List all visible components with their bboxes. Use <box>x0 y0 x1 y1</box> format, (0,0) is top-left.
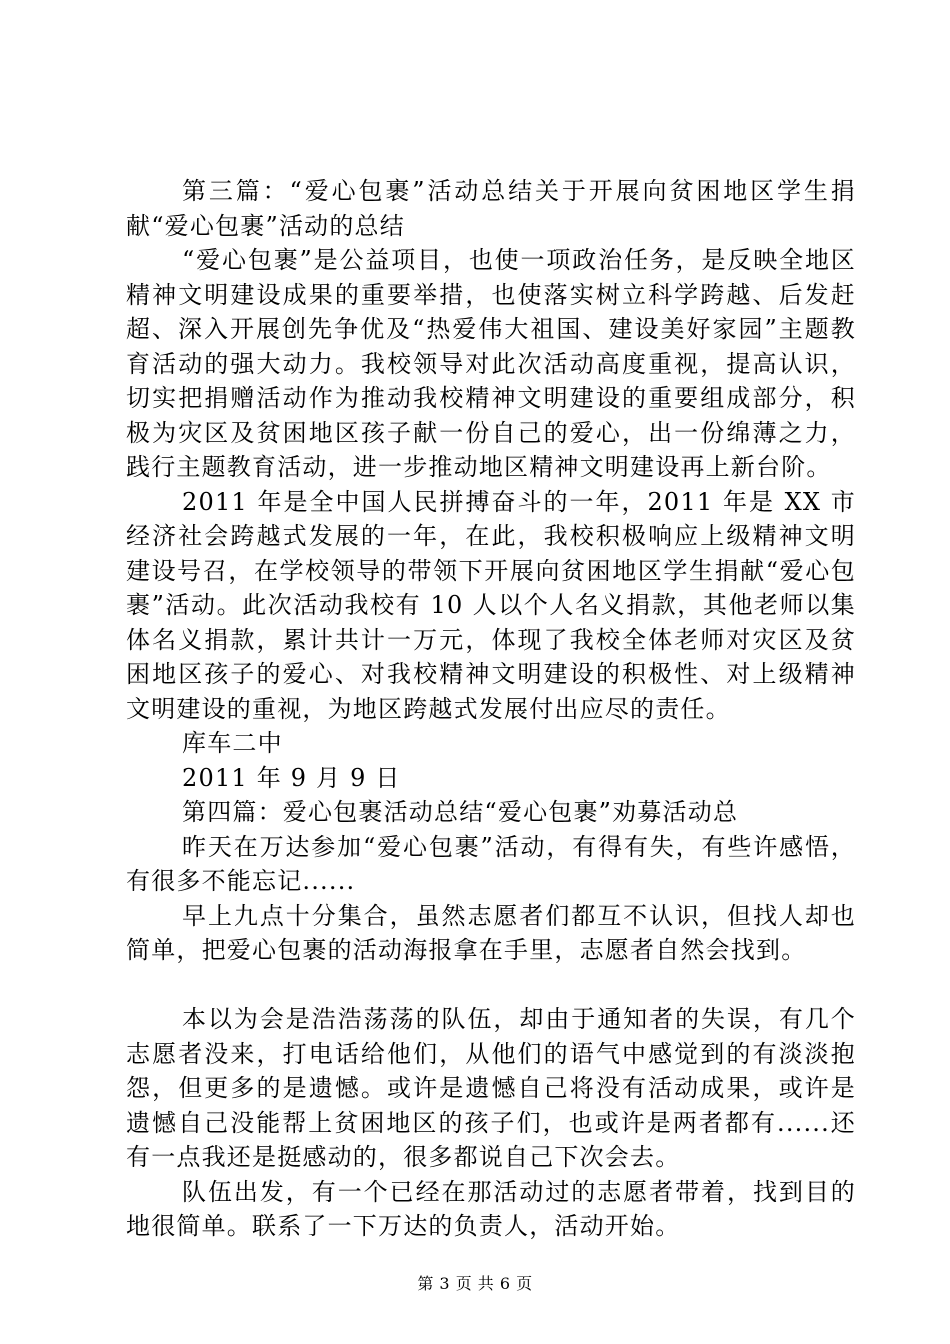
paragraph-spacer <box>126 968 856 1003</box>
signature-date: 2011 年 9 月 9 日 <box>182 763 401 792</box>
section-heading-3: 第三篇：“爱心包裹”活动总结关于开展向贫困地区学生捐献“爱心包裹”活动的总结 <box>126 177 856 240</box>
document-body <box>126 174 856 1244</box>
body-paragraph: 早上九点十分集合，虽然志愿者们都互不认识，但找人却也简单，把爱心包裹的活动海报拿在手里，志愿者自然会找到。 <box>126 901 856 964</box>
body-paragraph: 2011 年是全中国人民拼搏奋斗的一年，2011 年是 XX 市经济社会跨越式发展的一年，在此，我校积极响应上级精神文明建设号召，在学校领导的带领下开展向贫困地区学生捐献“爱心包裹”活动。此次活动我校有 10 人以个人名义捐款，其他老师以集体名义捐款，累计共计一万元，体现了我校全体老师对灾区及贫困地区孩子的爱心、对我校精神文明建设的积极性、对上级精神文明建设的重视，为地区跨越式发展付出应尽的责任。 <box>126 487 856 723</box>
page-number-footer: 第 3 页 共 6 页 <box>417 1274 533 1293</box>
signature-school: 库车二中 <box>182 729 283 757</box>
body-paragraph: 本以为会是浩浩荡荡的队伍，却由于通知者的失误，有几个志愿者没来，打电话给他们，从他们的语气中感觉到的有淡淡抱怨，但更多的是遗憾。或许是遗憾自己将没有活动成果，或许是遗憾自己没能帮上贫困地区的孩子们，也或许是两者都有......还有一点我还是挺感动的，很多都说自己下次会去。 <box>126 1005 856 1171</box>
section-heading-4: 第四篇：爱心包裹活动总结“爱心包裹”劝募活动总 <box>182 798 739 826</box>
body-paragraph: “爱心包裹”是公益项目，也使一项政治任务，是反映全地区精神文明建设成果的重要举措，也使落实树立科学跨越、后发赶超、深入开展创先争优及“热爱伟大祖国、建设美好家园”主题教育活动的强大动力。我校领导对此次活动高度重视，提高认识，切实把捐赠活动作为推动我校精神文明建设的重要组成部分，积极为灾区及贫困地区孩子献一份自己的爱心，出一份绵薄之力，践行主题教育活动，进一步推动地区精神文明建设再上新台阶。 <box>126 246 856 481</box>
body-paragraph: 昨天在万达参加“爱心包裹”活动，有得有失，有些许感悟，有很多不能忘记...... <box>126 832 856 895</box>
body-paragraph: 队伍出发，有一个已经在那活动过的志愿者带着，找到目的地很简单。联系了一下万达的负责人，活动开始。 <box>126 1177 856 1240</box>
